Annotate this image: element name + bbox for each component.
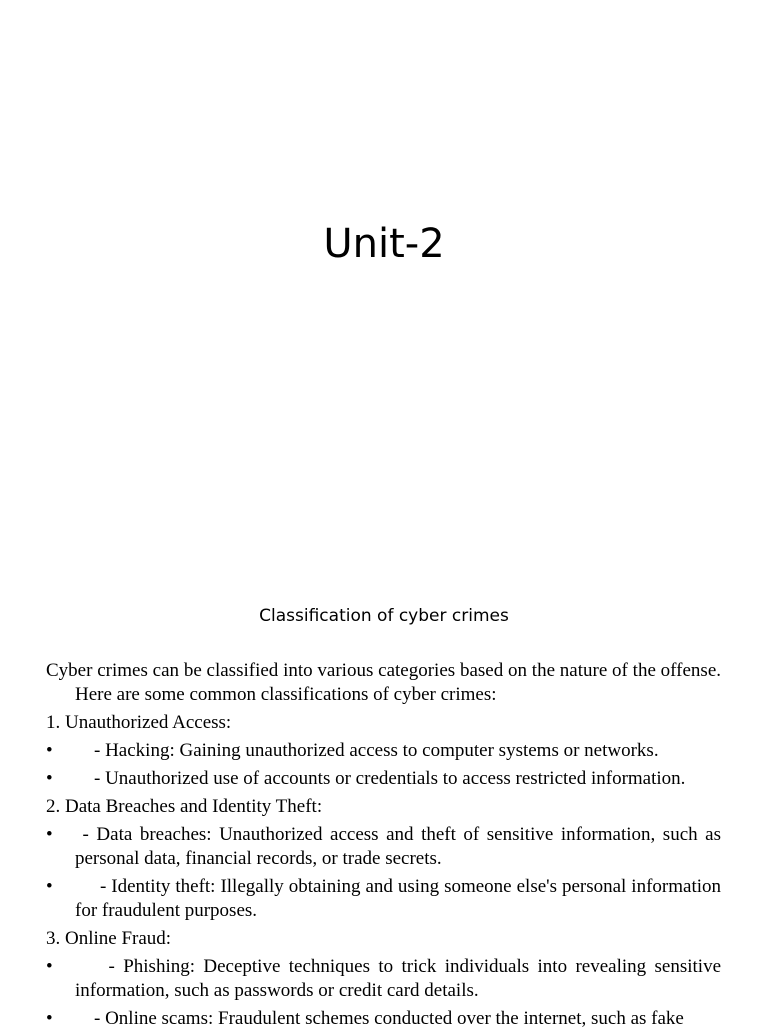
list-item-text: - Hacking: Gaining unauthorized access to computer systems or networks. bbox=[75, 740, 659, 761]
list-item bbox=[46, 767, 721, 791]
bullet-icon: • bbox=[46, 824, 53, 845]
bullet-icon: • bbox=[46, 740, 53, 761]
bullet-icon: • bbox=[46, 768, 53, 789]
bullet-icon: • bbox=[46, 956, 53, 977]
slide-subtitle: Classification of cyber crimes bbox=[259, 606, 509, 626]
slide-title: Unit-2 bbox=[323, 221, 445, 267]
list-item bbox=[46, 823, 726, 871]
list-item-text: - Data breaches: Unauthorized access and theft of sensitive information, such as personal data, financial records, or trade secrets. bbox=[75, 824, 726, 869]
section-heading: 3. Online Fraud: bbox=[46, 928, 172, 949]
list-item-text: - Identity theft: Illegally obtaining and using someone else's personal information for fraudulent purposes. bbox=[75, 876, 726, 921]
bullet-icon: • bbox=[46, 1008, 53, 1029]
list-item-text: - Unauthorized use of accounts or credentials to access restricted information. bbox=[75, 768, 686, 789]
list-item bbox=[46, 739, 721, 763]
list-item bbox=[46, 1007, 721, 1031]
list-item-text: - Online scams: Fraudulent schemes conducted over the internet, such as fake bbox=[75, 1008, 684, 1029]
section-heading: 1. Unauthorized Access: bbox=[46, 712, 232, 733]
intro-paragraph: Cyber crimes can be classified into various categories based on the nature of the offense. Here are some common classifications of cyber crimes: bbox=[46, 660, 721, 705]
list-item-text: - Phishing: Deceptive techniques to trick individuals into revealing sensitive information, such as passwords or credit card details. bbox=[75, 956, 726, 1001]
slide-body bbox=[46, 659, 726, 1035]
list-item bbox=[46, 955, 726, 1003]
bullet-icon: • bbox=[46, 876, 53, 897]
list-item bbox=[46, 875, 726, 923]
section-heading: 2. Data Breaches and Identity Theft: bbox=[46, 796, 323, 817]
